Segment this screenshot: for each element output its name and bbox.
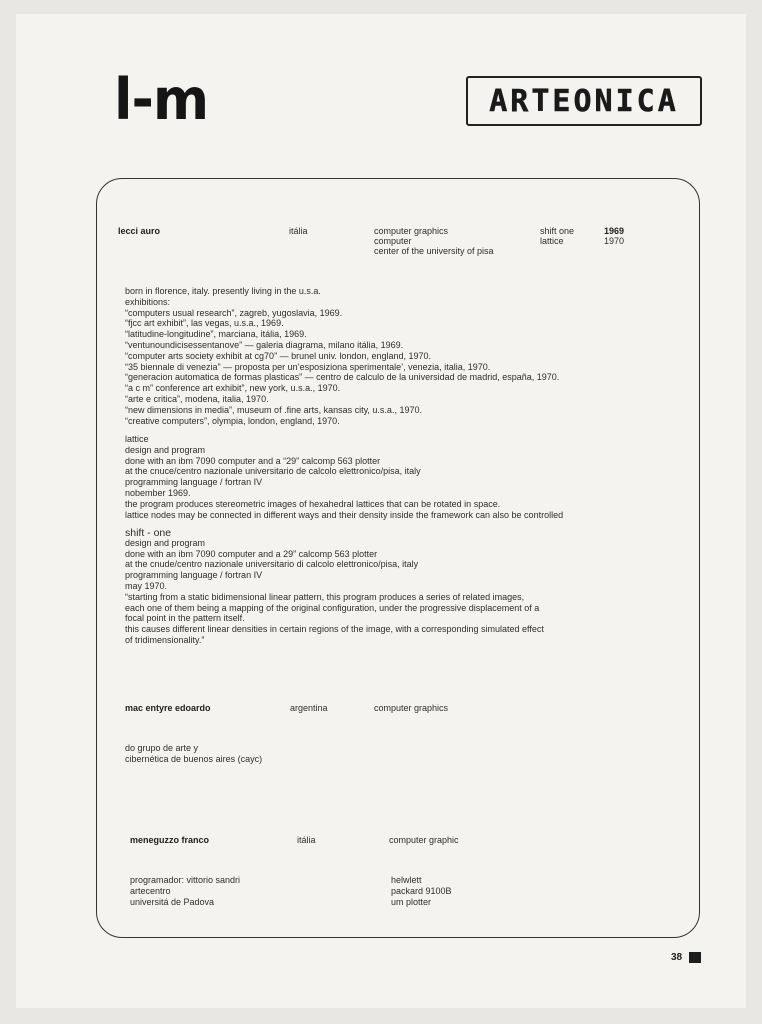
shift-line: focal point in the pattern itself. [125,613,245,624]
artist-country-macentyre: argentina [290,703,328,713]
credit-line: programador: vittorio sandri [130,875,241,885]
shift-line: may 1970. [125,580,168,591]
lattice-line: done with an ibm 7090 computer and a “29” calcomp 563 plotter [125,455,381,466]
shift-line: done with an ibm 7090 computer and a 29” calcomp 563 plotter [125,548,378,559]
lattice-line: lattice nodes may be connected in different ways and their density inside the framework can also be controlled [125,509,564,520]
bio-line: “ventunoundicisessentanove” — galeria diagrama, milano itália, 1969. [125,339,404,350]
lattice-line: nobember 1969. [125,487,191,498]
work-title-shift-one: shift one [540,226,575,236]
shift-line: “starting from a static bidimensional linear pattern, this program produces a series of related images, [125,591,525,602]
credit-line: artecentro [130,885,171,896]
bio-line: “35 biennale di venezia” — proposta per un’esposiziona sperimentale’, venezia, italia, 1970. [125,361,491,372]
artist-name-macentyre: mac entyre edoardo [125,703,211,713]
bio-line: exhibitions: [125,296,171,307]
lattice-line: design and program [125,444,206,455]
macentyre-affiliation [125,743,262,765]
artist-country-lecci: itália [289,226,308,236]
equipment-line: packard 9100B [391,885,452,896]
bio-line: “generacion automatica de formas plasticas” — centro de calculo de la universidad de madrid, españa, 1970. [125,372,560,383]
lecci-bio-block [125,286,559,426]
meneguzzo-equipment [391,875,452,907]
artist-name-meneguzzo: meneguzzo franco [130,835,210,845]
logo-text: ARTEONICA [489,83,679,119]
bio-line: “computer arts society exhibit at cg70” — brunel univ. london, england, 1970. [125,350,432,361]
artist-medium-line-3: center of the university of pisa [374,246,494,256]
lattice-line: the program produces stereometric images of hexahedral lattices that can be rotated in space. [125,498,501,509]
shift-line: this causes different linear densities in certain regions of the image, with a corresponding simulated effect [125,624,544,635]
section-heading: l-m [114,66,209,133]
meneguzzo-credits [130,875,240,907]
affiliation-line: cibernética de buenos aires (cayc) [125,753,263,764]
lattice-description [125,434,563,520]
bio-line: “latitudine-longitudine”, marciana, itália, 1969. [125,329,307,340]
credit-line: universitá de Padova [130,896,215,907]
work-title-lattice: lattice [540,236,564,246]
bio-line: born in florence, italy. presently living in the u.s.a. [125,286,321,296]
bio-line: “creative computers”, olympia, london, england, 1970. [125,415,340,426]
bio-line: “computers usual research”, zagreb, yugoslavia, 1969. [125,307,343,318]
shift-one-description [125,527,544,646]
shift-line: at the cnude/centro nazionale universitario di calcolo elettronico/pisa, italy [125,559,419,570]
page-number: 38 [671,952,683,963]
bio-line: “a c m” conference art exhibit”, new york, u.s.a., 1970. [125,383,341,394]
artist-name-lecci: lecci auro [118,226,161,236]
bio-line: “new dimensions in media”, museum of .fine arts, kansas city, u.s.a., 1970. [125,404,422,415]
bio-line: “fjcc art exhibit”, las vegas, u.s.a., 1969. [125,318,284,329]
bio-line: “arte e critica”, modena, italia, 1970. [125,393,269,404]
artist-country-meneguzzo: itália [297,835,316,845]
artist-medium-line-1: computer graphics [374,226,449,236]
lattice-line: lattice [125,434,149,444]
arteonica-logo [466,76,702,126]
equipment-line: helwlett [391,875,422,885]
artist-medium-macentyre: computer graphics [374,703,449,713]
lattice-line: programming language / fortran IV [125,477,263,488]
artist-medium-line-2: computer [374,236,412,246]
shift-line: of tridimensionality.” [125,634,205,645]
work-year-shift-one: 1969 [604,226,625,236]
shift-line: programming language / fortran IV [125,570,263,581]
equipment-line: um plotter [391,896,432,907]
work-year-lattice: 1970 [604,236,625,246]
lattice-line: at the cnuce/centro nazionale universitario de calcolo elettronico/pisa, italy [125,466,421,477]
shift-one-title: shift - one [125,527,172,539]
affiliation-line: do grupo de arte y [125,743,199,753]
shift-line: each one of them being a mapping of the original configuration, under the progressive displacement of a [125,602,540,613]
artist-medium-meneguzzo: computer graphic [389,835,459,845]
page-mark-icon [689,952,701,963]
shift-line: design and program [125,537,206,548]
